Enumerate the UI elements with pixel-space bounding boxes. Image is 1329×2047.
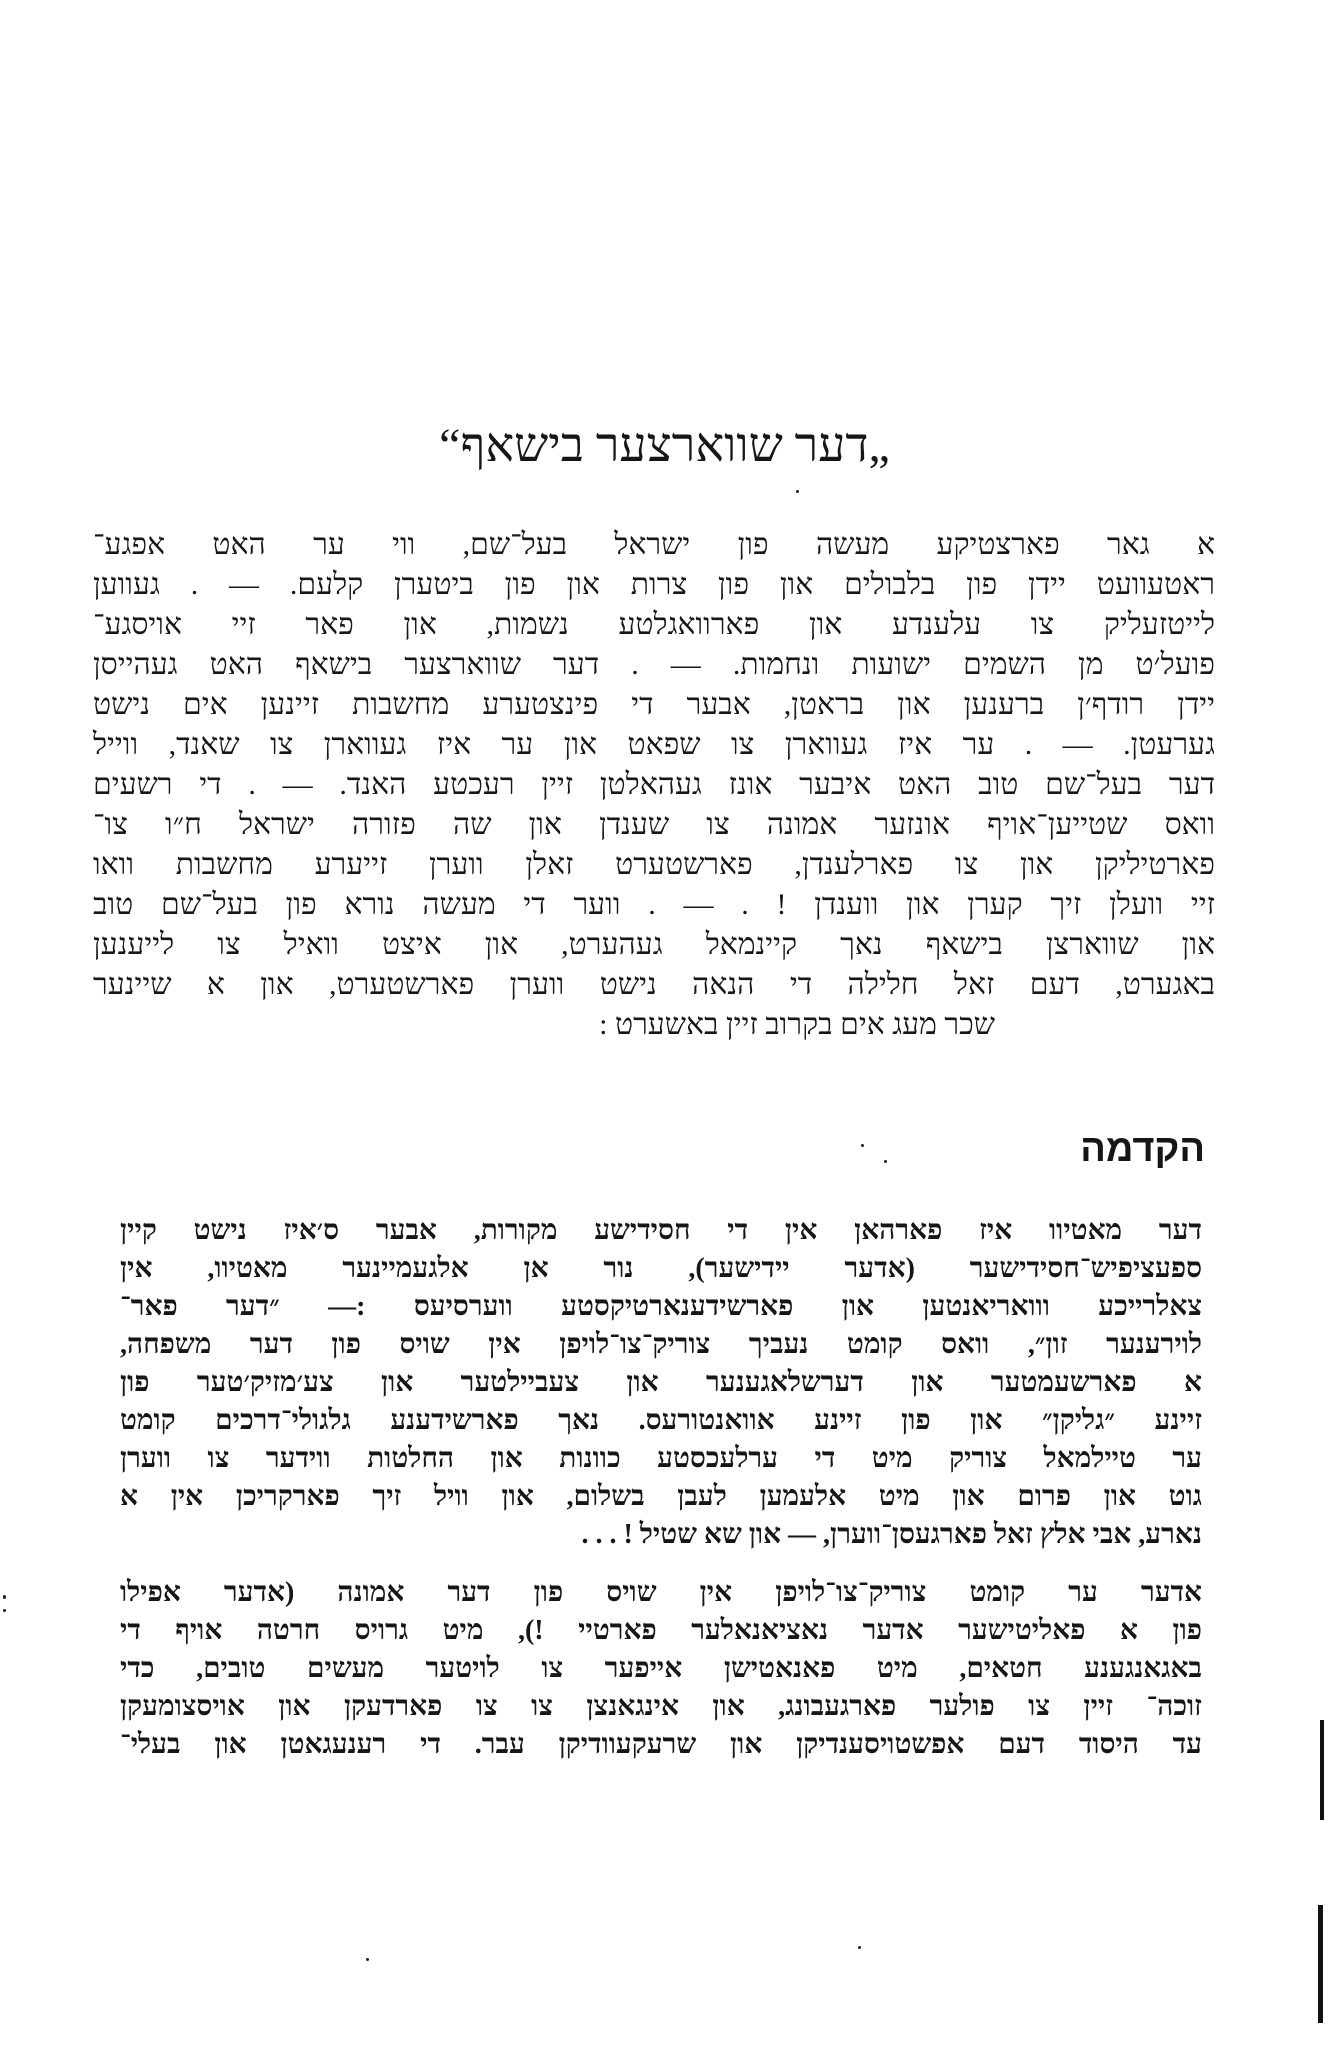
intro-line: באגערט, דעם זאל חלילה די הנאה נישט ווערן פארשטערט, און א שיינער (93, 968, 1215, 1001)
intro-line: זיי וועלן זיך קערן און ווענדן ! . — . ווער די מעשה נורא פון בעל־שם טוב (93, 888, 1215, 921)
body-line: דער מאטיוו איז פארהאן אין די חסידישע מקורות, אבער ס׳איז נישט קיין (120, 1215, 1202, 1246)
section-heading: הקדמה (1080, 1128, 1205, 1170)
scan-edge-mark (1320, 1720, 1324, 1820)
intro-line: פועל׳ט מן השמים ישועות ונחמות. — . דער שווארצער בישאף האט געהייסן (93, 648, 1215, 681)
scan-edge-mark (1318, 1905, 1323, 2023)
scan-speck (858, 1946, 861, 1949)
scan-speck (861, 1144, 864, 1147)
body-line: זיינע ״גליקן״ און פון זיינע אוואנטורעס. נאך פארשידענע גלגולי־דרכים קומט (120, 1405, 1202, 1436)
scan-speck (796, 490, 799, 493)
intro-line: פארטיליקן און צו פארלענדן, פארשטערט זאלן ווערן זייערע מחשבות וואו (93, 848, 1215, 881)
intro-line: גערעטן. — . ער איז געווארן צו שפאט און ער איז געווארן צו שאנד, ווייל (93, 728, 1215, 761)
body-line: נארע, אבי אלץ זאל פארגעסן־ווערן, — און שא שטיל ! . . . (581, 1519, 1202, 1550)
scan-speck (3, 1595, 6, 1599)
body-line: זוכה־ זיין צו פולער פארגעבונג, און אינגאנצן צו צו פארדעקן און אויסצומעקן (120, 1691, 1202, 1722)
intro-line: דער בעל־שם טוב האט איבער אונז געהאלטן זיין רעכטע האנד. — . די רשעים (93, 768, 1215, 801)
body-line: א פארשעמטער און דערשלאגענער און צעביילטער און צע׳מזיק׳טער פון (120, 1367, 1202, 1398)
intro-line: און שווארצן בישאף נאך קיינמאל געהערט, און איצט וואיל צו לייענען (93, 928, 1215, 961)
intro-line: לייטזעליק צו עלענדע און פארוואגלטע נשמות, און פאר זיי אויסגע־ (93, 608, 1215, 641)
body-line: צאלרייכע ווואריאנטען און פארשידענארטיקסטע ווערסיעס :— ״דער פאר־ (120, 1291, 1202, 1322)
body-line: פון א פאליטישער אדער נאציאנאלער פארטיי !), מיט גרויס חרטה אויף די (120, 1615, 1202, 1646)
scan-speck (3, 1609, 6, 1612)
intro-line: א גאר פארצטיקע מעשה פון ישראל בעל־שם, ווי ער האט אפגע־ (93, 528, 1215, 561)
body-line: ער טיילמאל צוריק מיט די ערלעכסטע כוונות און החלטות ווידער צו ווערן (120, 1443, 1202, 1474)
body-line: באגאנגענע חטאים, מיט פאנאטישן אייפער צו לויטער מעשים טובים, כדי (120, 1653, 1202, 1684)
intro-line: וואס שטייען־אויף אונזער אמונה צו שענדן און שה פזורה ישראל ח״ו צו־ (93, 808, 1215, 841)
intro-line: שכר מעג אים בקרוב זיין באשערט : (599, 1008, 995, 1041)
body-line: לוירענער זון״, וואס קומט נעביך צוריק־צו־לויפן אין שויס פון דער משפחה, (120, 1329, 1202, 1360)
body-line: ספעציפיש־חסידישער (אדער יידישער), נור אן אלגעמיינער מאטיוו, אין (120, 1253, 1202, 1284)
page-title: „דער שווארצער בישאף“ (439, 419, 890, 472)
body-line: עד היסוד דעם אפשטויסענדיקן און שרעקעוודיקן עבר. די רענעגאטן און בעלי־ (120, 1729, 1202, 1760)
body-line: אדער ער קומט צוריק־צו־לויפן אין שויס פון דער אמונה (אדער אפילו (120, 1577, 1202, 1608)
scan-speck (884, 1160, 887, 1163)
scan-speck (366, 1958, 369, 1961)
intro-line: יידן רודף׳ן ברענען און בראטן, אבער די פינצטערע מחשבות זיינען אים נישט (93, 688, 1215, 721)
intro-line: ראטעוועט יידן פון בלבולים און פון צרות און פון ביטערן קלעם. — . געווען (93, 568, 1215, 601)
body-line: גוט און פרום און מיט אלעמען לעבן בשלום, און וויל זיך פארקריכן אין א (120, 1481, 1202, 1512)
